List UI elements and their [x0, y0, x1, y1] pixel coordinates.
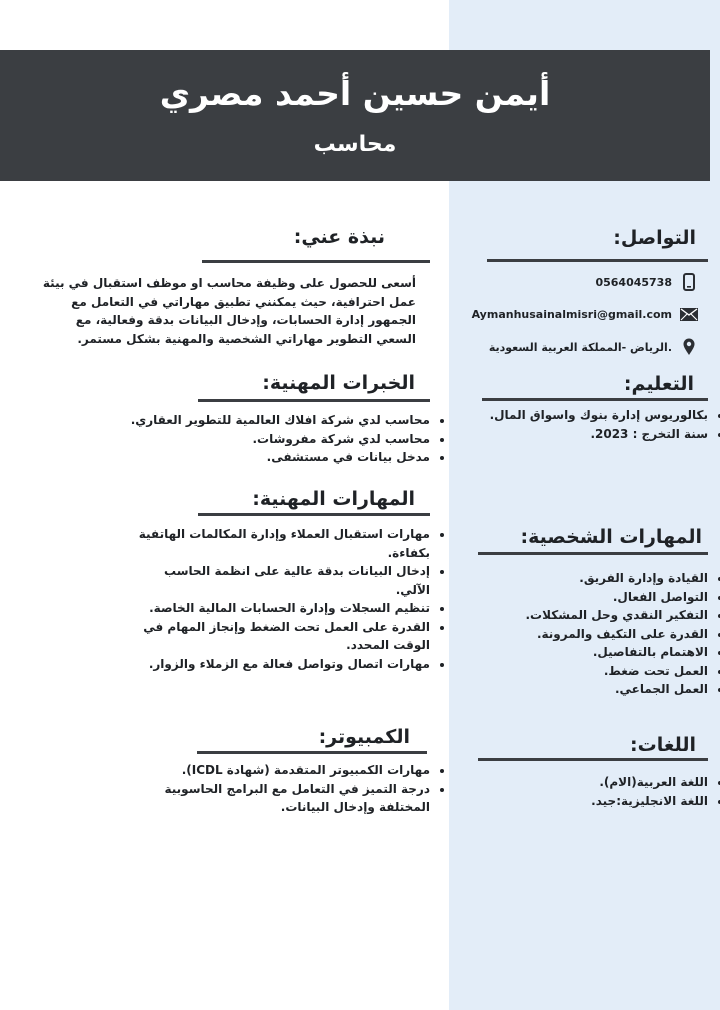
- computer-rule: [197, 751, 427, 754]
- experience-rule: [198, 399, 430, 402]
- contact-phone: [595, 273, 698, 291]
- personal-skill-item: • التواصل الفعال.: [470, 588, 708, 607]
- experience-item: • محاسب لدي شركة افلاك العالمية للتطوير العقاري.: [110, 411, 430, 430]
- personal-skills-list: [470, 569, 720, 699]
- education-list: [455, 406, 720, 443]
- computer-list: [140, 761, 446, 817]
- languages-list: [470, 773, 720, 810]
- personal-skill-item: • العمل تحت ضغط.: [470, 662, 708, 681]
- education-rule: [482, 398, 708, 401]
- languages-title: اللغات:: [630, 734, 696, 756]
- professional-skills-title: المهارات المهنية:: [252, 488, 415, 510]
- experience-list: [110, 411, 446, 467]
- computer-skill-item: • درجة التميز في التعامل مع البرامج الحاسوبية المختلفة وإدخال البيانات.: [140, 780, 430, 817]
- about-text: أسعى للحصول على وظيفة محاسب او موظف استقبال في بيئة عمل احترافية، حيث يمكنني تطبيق مهاراتي في التعامل مع الجمهور إدارة الحسابات، وإدخال البيانات بدقة وفعالية، مع السعي التطوير مهاراتي الشخصية والمهنية بشكل مستمر.: [42, 276, 416, 346]
- about-title: نبذة عني:: [293, 226, 385, 248]
- professional-skills-list: [130, 525, 446, 673]
- computer-title: الكمبيوتر:: [318, 726, 410, 748]
- address-text: الرياض -المملكة العربية السعودية.: [488, 340, 672, 354]
- education-item: • سنة التخرج : 2023.: [455, 425, 708, 444]
- languages-rule: [478, 758, 708, 761]
- education-title: التعليم:: [623, 373, 694, 395]
- phone-number[interactable]: 0564045738: [595, 275, 672, 289]
- computer-skill-item: • مهارات الكمبيوتر المتقدمة (شهادة ICDL).: [140, 761, 430, 780]
- professional-skill-item: • القدرة على العمل تحت الضغط وإنجاز المهام في الوقت المحدد.: [130, 618, 430, 655]
- personal-skill-item: • الاهتمام بالتفاصيل.: [470, 643, 708, 662]
- experience-title: الخبرات المهنية:: [262, 372, 415, 394]
- personal-skill-item: • التفكير النقدي وحل المشكلات.: [470, 606, 708, 625]
- contact-address: [489, 338, 698, 356]
- professional-skill-item: • مهارات استقبال العملاء وإدارة المكالمات الهاتفية بكفاءة.: [130, 525, 430, 562]
- personal-skill-item: • القدرة على التكيف والمرونة.: [470, 625, 708, 644]
- personal-skill-item: • القيادة وإدارة الفريق.: [470, 569, 708, 588]
- professional-skill-item: • مهارات اتصال وتواصل فعالة مع الزملاء والزوار.: [130, 655, 430, 674]
- location-pin-icon: [680, 338, 698, 356]
- envelope-icon: [680, 305, 698, 323]
- experience-item: • مدخل بيانات في مستشفى.: [110, 448, 430, 467]
- professional-skill-item: • إدخال البيانات بدقة عالية على انظمة الحاسب الآلي.: [130, 562, 430, 599]
- professional-skill-item: • تنظيم السجلات وإدارة الحسابات المالية الخاصة.: [130, 599, 430, 618]
- header-banner: [0, 50, 710, 181]
- job-title: محاسب: [313, 132, 397, 157]
- contact-rule: [487, 259, 708, 262]
- education-item: • بكالوريوس إدارة بنوك واسواق المال.: [455, 406, 708, 425]
- phone-icon: [680, 273, 698, 291]
- contact-title: التواصل:: [613, 227, 696, 249]
- experience-item: • محاسب لدي شركة مفروشات.: [110, 430, 430, 449]
- full-name: أيمن حسين أحمد مصري: [159, 74, 551, 113]
- contact-email: [472, 305, 698, 323]
- language-item: • اللغة الانجليزية:جيد.: [470, 792, 708, 811]
- about-rule: [202, 260, 430, 263]
- personal-skills-title: المهارات الشخصية:: [520, 526, 702, 548]
- professional-skills-rule: [198, 513, 430, 516]
- email-address[interactable]: Aymanhusainalmisri@gmail.com: [471, 307, 672, 321]
- language-item: • اللغة العربية(الام).: [470, 773, 708, 792]
- personal-skills-rule: [478, 552, 708, 555]
- personal-skill-item: • العمل الجماعي.: [470, 680, 708, 699]
